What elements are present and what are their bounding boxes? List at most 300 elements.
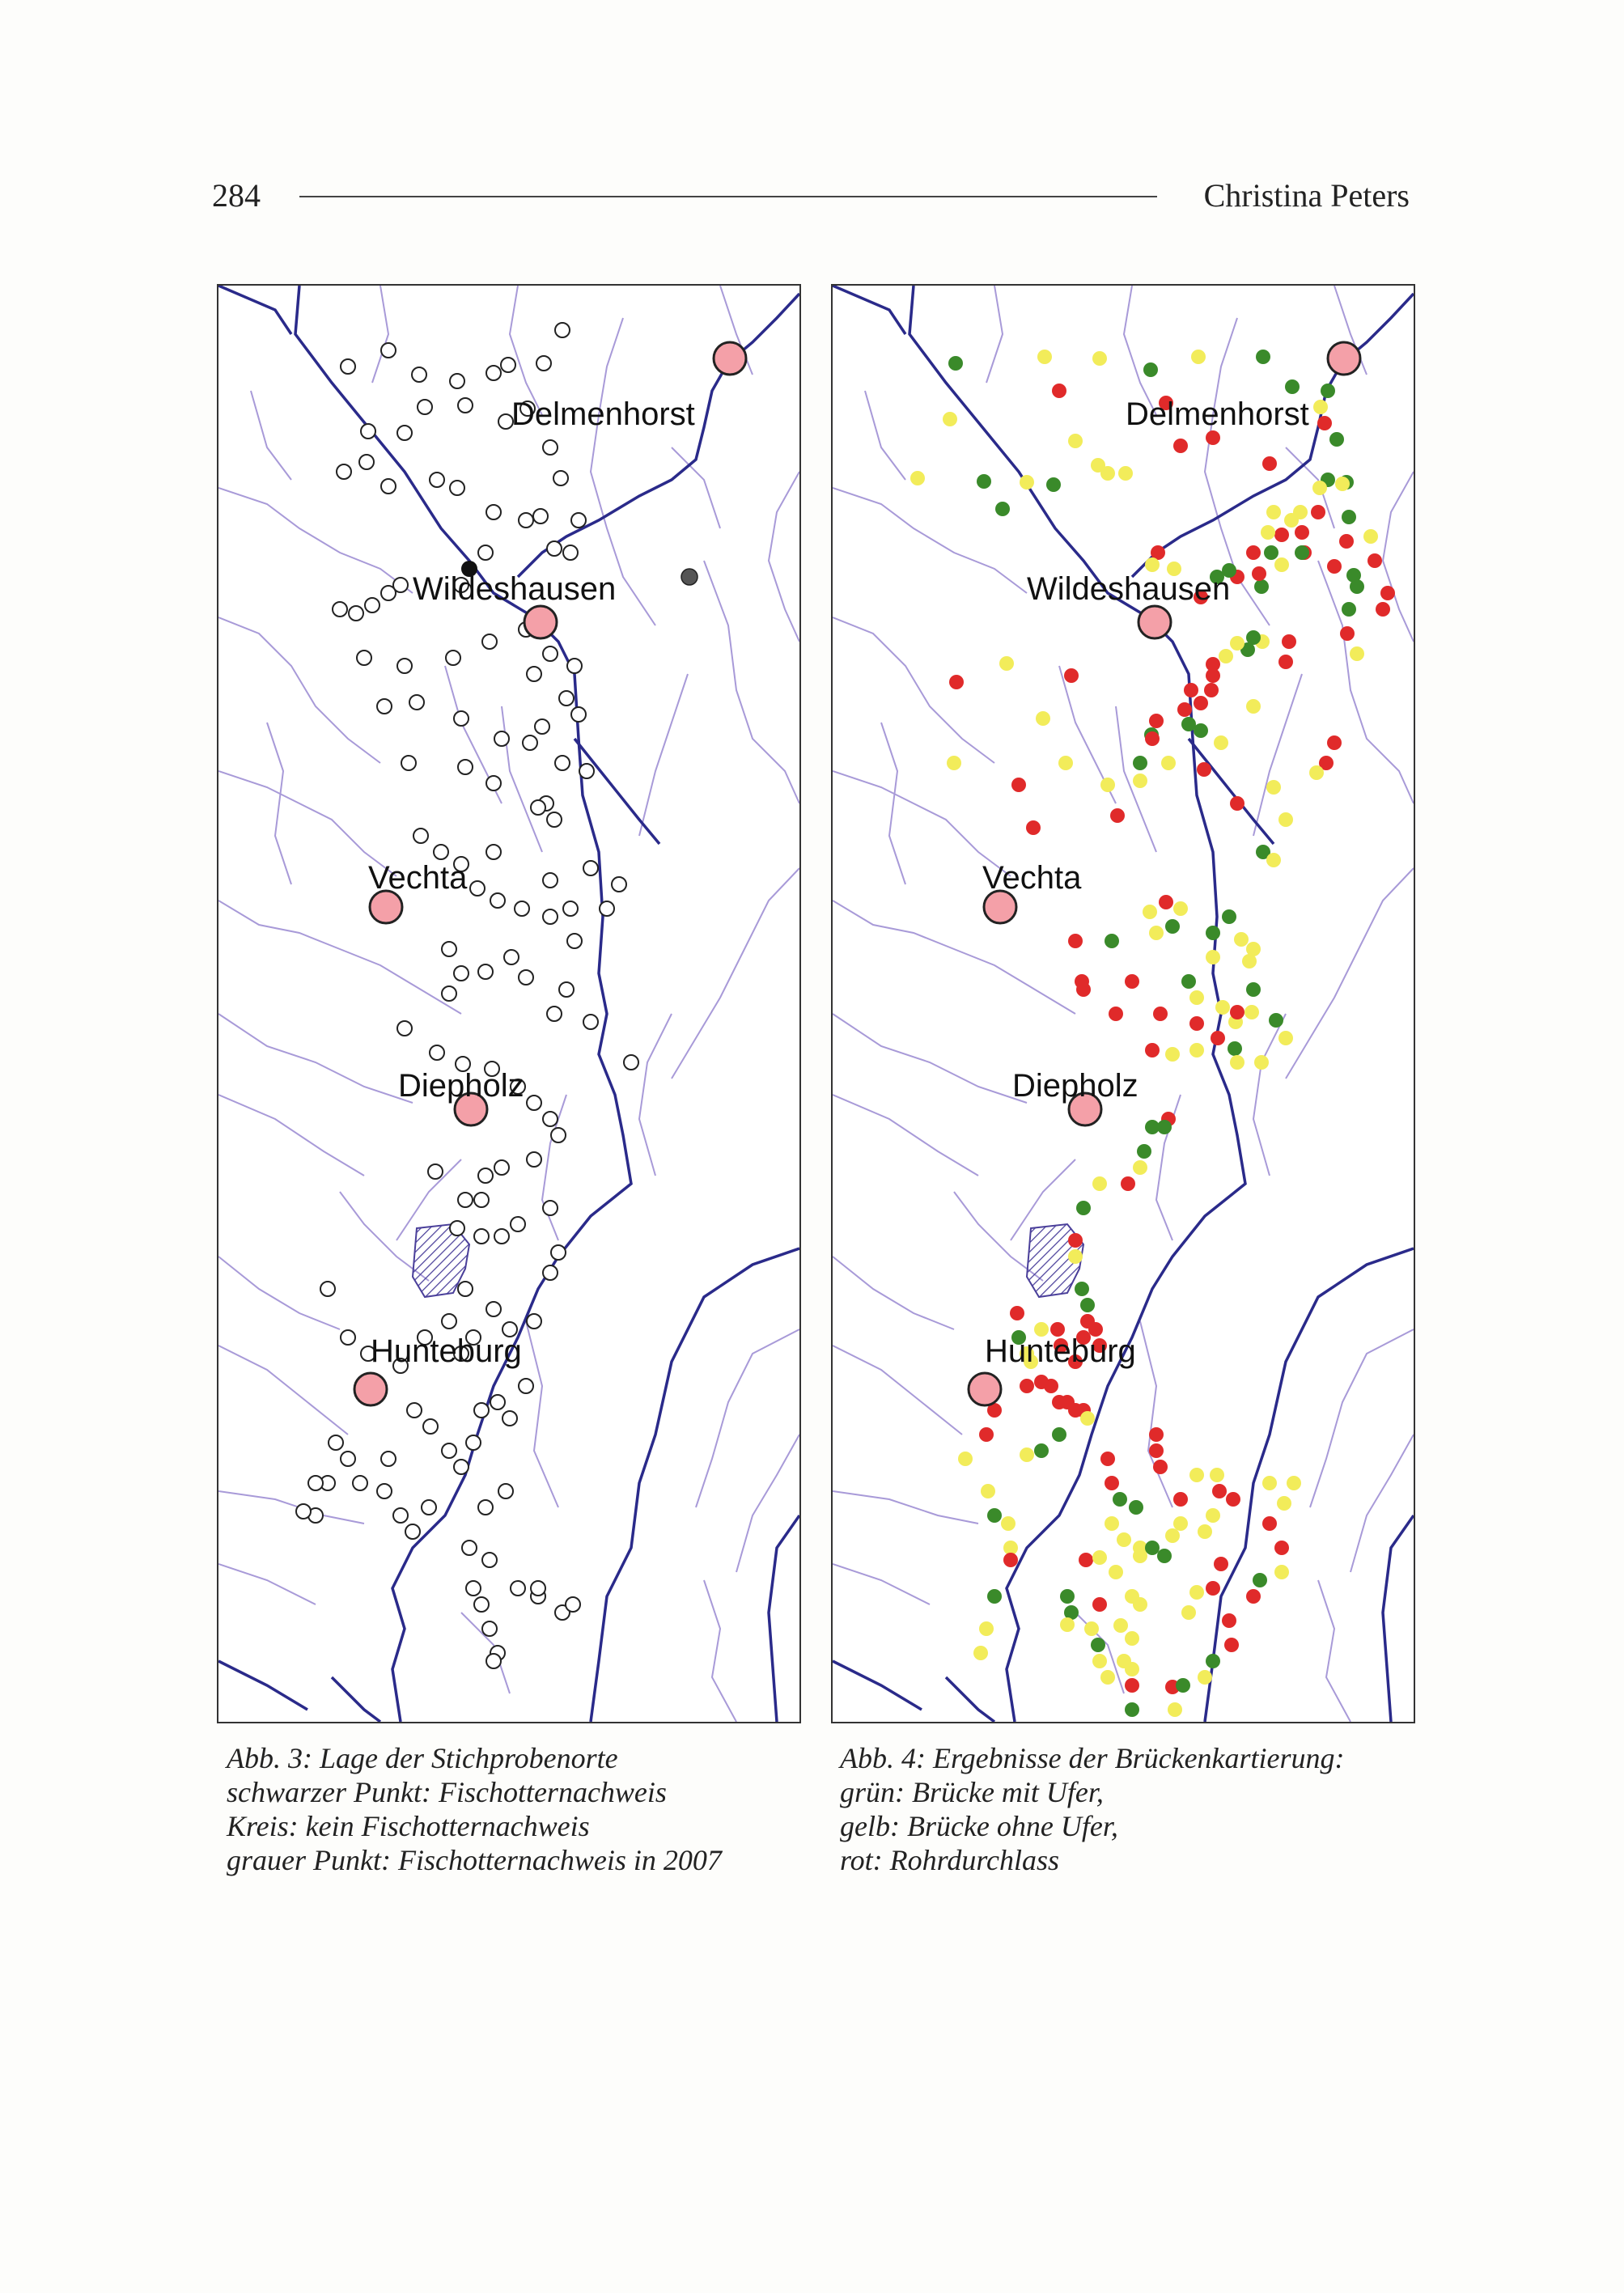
minor-river: [218, 1346, 348, 1435]
bridge-with-bank: [1329, 432, 1344, 447]
pipe-culvert: [1177, 702, 1192, 717]
city-label: Delmenhorst: [511, 396, 695, 432]
pipe-culvert: [1204, 683, 1219, 697]
sample-site-no-otter: [458, 398, 473, 413]
bridge-with-bank: [987, 1508, 1002, 1523]
sample-site-no-otter: [531, 1581, 545, 1596]
pipe-culvert: [1197, 762, 1211, 777]
bridge-with-bank: [1129, 1500, 1143, 1515]
sample-sites-map-svg: [218, 286, 799, 1722]
caption-line: Abb. 3: Lage der Stichprobenorte: [227, 1742, 618, 1774]
pipe-culvert: [1339, 534, 1354, 549]
pipe-culvert: [979, 1427, 994, 1442]
main-river: [833, 1661, 922, 1710]
bridge-without-bank: [1189, 1468, 1204, 1482]
bridge-without-bank: [1036, 711, 1050, 726]
main-river: [218, 1661, 307, 1710]
bridge-without-bank: [1125, 1662, 1139, 1676]
sample-site-no-otter: [434, 845, 448, 859]
sample-site-no-otter: [442, 986, 456, 1001]
bridge-without-bank: [1313, 400, 1328, 414]
sample-site-no-otter: [547, 812, 562, 827]
bridge-without-bank: [1145, 557, 1160, 572]
bridge-without-bank: [973, 1646, 988, 1660]
sample-points: [296, 323, 698, 1668]
bridge-without-bank: [1058, 756, 1073, 770]
sample-site-no-otter: [470, 881, 485, 896]
page-header: [212, 176, 1410, 217]
minor-river: [510, 286, 542, 415]
sample-site-no-otter: [365, 598, 379, 612]
pipe-culvert: [1149, 1427, 1164, 1442]
pipe-culvert: [1011, 778, 1026, 792]
pipe-culvert: [1295, 525, 1309, 540]
bridge-with-bank: [1034, 1443, 1049, 1458]
sample-site-no-otter: [320, 1282, 335, 1296]
pipe-culvert: [1206, 1581, 1220, 1596]
minor-river: [833, 1491, 978, 1524]
sample-site-no-otter: [571, 513, 586, 528]
pipe-culvert: [1206, 430, 1220, 445]
bridge-without-bank: [1100, 466, 1115, 481]
sample-site-no-otter: [501, 358, 515, 372]
pipe-culvert: [1189, 1016, 1204, 1031]
minor-river: [1318, 561, 1414, 803]
bridge-without-bank: [1189, 1043, 1204, 1057]
main-river: [591, 1248, 799, 1722]
pipe-culvert: [1159, 895, 1173, 909]
pipe-culvert: [1311, 505, 1325, 519]
bridge-without-bank: [1219, 649, 1233, 663]
bridge-with-bank: [1052, 1427, 1066, 1442]
bridge-without-bank: [1168, 1702, 1182, 1717]
bridge-without-bank: [1210, 1468, 1224, 1482]
bridge-without-bank: [1165, 1528, 1180, 1543]
city-label: Diepholz: [1012, 1068, 1138, 1104]
bridge-without-bank: [1149, 926, 1164, 940]
sample-site-no-otter: [515, 901, 529, 916]
pipe-culvert: [1282, 634, 1296, 649]
sample-site-no-otter: [357, 651, 371, 665]
bridge-without-bank: [1133, 1597, 1147, 1612]
sample-site-no-otter: [442, 942, 456, 956]
bridge-without-bank: [1254, 1055, 1269, 1070]
pipe-culvert: [1145, 1043, 1160, 1057]
bridge-without-bank: [1266, 505, 1281, 519]
sample-site-no-otter: [482, 1621, 497, 1636]
sample-site-no-otter: [535, 719, 549, 734]
bridge-with-bank: [1133, 756, 1147, 770]
bridge-without-bank: [1277, 1496, 1291, 1511]
bridge-with-bank: [1080, 1298, 1095, 1312]
bridge-without-bank: [1037, 350, 1052, 364]
pipe-culvert: [1278, 655, 1293, 669]
sample-site-no-otter: [519, 970, 533, 985]
sample-site-no-otter: [474, 1597, 489, 1612]
figure-3-caption: [227, 1741, 793, 1877]
sample-site-no-otter: [543, 909, 558, 924]
pipe-culvert: [1173, 439, 1188, 453]
sample-site-no-otter: [543, 440, 558, 455]
bridge-without-bank: [1109, 1565, 1123, 1579]
sample-site-no-otter: [413, 829, 428, 843]
bridge-without-bank: [1198, 1524, 1212, 1539]
bridge-without-bank: [1335, 477, 1350, 491]
bridge-without-bank: [1189, 990, 1204, 1005]
sample-site-no-otter: [527, 667, 541, 681]
minor-river: [833, 1346, 962, 1435]
sample-site-no-otter: [519, 1379, 533, 1393]
sample-site-no-otter: [329, 1435, 343, 1450]
bridge-with-bank: [948, 356, 963, 371]
city-marker: [524, 606, 557, 638]
sample-site-no-otter: [454, 966, 469, 981]
city-label: Wildeshausen: [1027, 571, 1231, 607]
city-marker: [984, 891, 1016, 923]
sample-site-no-otter: [498, 1484, 513, 1498]
bridge-without-bank: [1261, 525, 1275, 540]
sample-site-no-otter: [381, 343, 396, 358]
sample-site-no-otter: [442, 1443, 456, 1458]
pipe-culvert: [1317, 416, 1332, 430]
minor-river: [218, 1564, 316, 1604]
sample-site-no-otter: [543, 646, 558, 661]
sample-site-no-otter: [482, 1553, 497, 1567]
minor-river: [833, 617, 994, 763]
minor-river: [639, 674, 688, 836]
pipe-culvert: [1153, 1007, 1168, 1021]
minor-river: [251, 391, 291, 480]
pipe-culvert: [1173, 1492, 1188, 1507]
sample-site-no-otter: [381, 479, 396, 494]
sample-site-no-otter: [567, 934, 582, 948]
bridge-with-bank: [1181, 974, 1196, 989]
sample-site-no-otter: [490, 1395, 505, 1409]
sample-site-no-otter: [527, 1152, 541, 1167]
main-river: [332, 1677, 380, 1722]
bridge-without-bank: [947, 756, 961, 770]
sample-site-no-otter: [494, 1160, 509, 1175]
caption-line: Abb. 4: Ergebnisse der Brückenkartierung:: [840, 1742, 1345, 1774]
bridge-without-bank: [943, 412, 957, 426]
pipe-culvert: [1153, 1460, 1168, 1474]
main-river: [1189, 739, 1274, 844]
city-label: Vechta: [368, 860, 468, 896]
sample-site-no-otter: [341, 1330, 355, 1345]
pipe-culvert: [1052, 384, 1066, 398]
sample-site-no-otter: [454, 711, 469, 726]
pipe-culvert: [1121, 1176, 1135, 1191]
sample-site-no-otter: [612, 877, 626, 892]
pipe-culvert: [1092, 1597, 1107, 1612]
main-river: [833, 286, 905, 334]
bridge-without-bank: [958, 1452, 973, 1466]
minor-river: [1286, 868, 1414, 1079]
sample-site-no-otter: [474, 1229, 489, 1244]
bridge-without-bank: [1309, 765, 1324, 780]
bridge-with-bank: [987, 1589, 1002, 1604]
sample-site-no-otter: [397, 659, 412, 673]
sample-site-no-otter: [478, 1168, 493, 1183]
city-marker: [1138, 606, 1171, 638]
bridge-without-bank: [1068, 1249, 1083, 1264]
bridge-with-bank: [1264, 545, 1278, 560]
bridge-with-bank: [1342, 510, 1356, 524]
bridge-without-bank: [1084, 1621, 1099, 1636]
sample-site-no-otter: [353, 1476, 367, 1490]
bridge-without-bank: [1350, 646, 1364, 661]
sample-site-no-otter: [428, 1164, 443, 1179]
bridge-without-bank: [1274, 557, 1289, 572]
sample-site-no-otter: [462, 1541, 477, 1555]
sample-site-no-otter: [571, 707, 586, 722]
bridge-without-bank: [1092, 1550, 1107, 1565]
bridge-without-bank: [1284, 513, 1299, 528]
sample-site-no-otter: [486, 845, 501, 859]
bridge-without-bank: [1161, 756, 1176, 770]
sample-site-no-otter: [296, 1504, 311, 1519]
minor-river: [704, 561, 799, 803]
bridge-without-bank: [1206, 1508, 1220, 1523]
bridge-without-bank: [1214, 735, 1228, 750]
pipe-culvert: [1068, 934, 1083, 948]
main-river: [575, 739, 659, 844]
bridge-without-bank: [1113, 1618, 1128, 1633]
bridge-without-bank: [1133, 774, 1147, 788]
pipe-culvert: [1224, 1638, 1239, 1652]
bridge-with-bank: [1295, 545, 1309, 560]
pipe-culvert: [1125, 1678, 1139, 1693]
bridge-without-bank: [979, 1621, 994, 1636]
minor-river: [1351, 1435, 1414, 1572]
bridge-without-bank: [1234, 932, 1249, 947]
sample-site-no-otter: [553, 471, 568, 485]
bridge-without-bank: [1173, 901, 1188, 916]
sample-site-no-otter: [543, 1265, 558, 1280]
sample-site-no-otter: [600, 901, 614, 916]
bridge-with-bank: [1046, 477, 1061, 492]
pipe-culvert: [1327, 735, 1342, 750]
bridge-without-bank: [1092, 1176, 1107, 1191]
sample-site-no-otter: [563, 901, 578, 916]
sample-site-no-otter: [583, 861, 598, 875]
minor-river: [704, 1580, 736, 1722]
sample-site-no-otter: [478, 1500, 493, 1515]
sample-site-no-otter: [458, 1193, 473, 1207]
pipe-culvert: [1020, 1379, 1034, 1393]
bridge-without-bank: [1118, 466, 1133, 481]
pipe-culvert: [1262, 456, 1277, 471]
bridge-without-bank: [1198, 1670, 1212, 1685]
bridge-with-bank: [1342, 602, 1356, 617]
header-rule: [299, 196, 1157, 197]
minor-river: [986, 286, 1003, 383]
sample-site-no-otter: [381, 1452, 396, 1466]
sample-site-no-otter: [412, 367, 426, 382]
pipe-culvert: [1206, 668, 1220, 683]
minor-river: [1383, 472, 1414, 642]
minor-river: [218, 617, 380, 763]
bridge-survey-map-svg: [833, 286, 1414, 1722]
bridge-with-bank: [1145, 1541, 1160, 1555]
bridge-without-bank: [1068, 434, 1083, 448]
bridge-without-bank: [1230, 636, 1245, 651]
sample-site-no-otter: [474, 1403, 489, 1418]
bridge-without-bank: [1092, 351, 1107, 366]
sample-site-no-otter: [377, 1484, 392, 1498]
sample-site-no-otter: [536, 356, 551, 371]
pipe-culvert: [1184, 683, 1198, 697]
bridge-without-bank: [1266, 780, 1281, 795]
sample-site-no-otter: [377, 699, 392, 714]
pipe-culvert: [1068, 1233, 1083, 1248]
sample-site-no-otter: [547, 541, 562, 556]
caption-line: grün: Brücke mit Ufer,: [840, 1776, 1104, 1808]
city-marker: [1328, 342, 1360, 375]
bridge-without-bank: [1143, 905, 1157, 919]
minor-river: [833, 1257, 954, 1329]
sample-site-no-otter: [486, 1654, 501, 1668]
main-river: [218, 286, 291, 334]
sample-site-otter-2007: [681, 569, 698, 585]
bridge-without-bank: [999, 656, 1014, 671]
sample-site-no-otter: [502, 1411, 517, 1426]
pipe-culvert: [1230, 1005, 1245, 1019]
pipe-culvert: [1367, 553, 1382, 568]
pipe-culvert: [949, 675, 964, 689]
pipe-culvert: [1076, 982, 1091, 997]
bridge-with-bank: [1228, 1041, 1242, 1056]
sample-site-no-otter: [341, 359, 355, 374]
sample-site-no-otter: [418, 400, 432, 414]
city-marker: [714, 342, 746, 375]
sample-sites-map: [217, 284, 801, 1723]
minor-river: [1140, 1321, 1172, 1507]
bridge-with-bank: [1206, 1654, 1220, 1668]
sample-site-no-otter: [430, 473, 444, 487]
city-label: Hunteburg: [371, 1333, 522, 1369]
sample-site-no-otter: [450, 374, 464, 388]
bridge-without-bank: [910, 471, 925, 485]
minor-river: [736, 1435, 799, 1572]
bridge-with-bank: [1076, 1201, 1091, 1215]
sample-site-no-otter: [511, 1581, 525, 1596]
city-label: Diepholz: [398, 1068, 524, 1104]
bridge-with-bank: [977, 474, 991, 489]
minor-river: [672, 868, 799, 1079]
sample-site-no-otter: [337, 464, 351, 479]
bridge-with-bank: [1091, 1638, 1105, 1652]
bridge-without-bank: [1181, 1605, 1196, 1620]
bridge-without-bank: [981, 1484, 995, 1498]
pipe-culvert: [1274, 1541, 1289, 1555]
pipe-culvert: [1149, 714, 1164, 728]
minor-river: [218, 1014, 413, 1103]
sample-site-no-otter: [543, 1201, 558, 1215]
sample-site-no-otter: [341, 1452, 355, 1466]
sample-site-no-otter: [454, 1460, 469, 1474]
pipe-culvert: [1064, 668, 1079, 683]
sample-site-no-otter: [430, 1045, 444, 1060]
pipe-culvert: [1100, 1452, 1115, 1466]
sample-site-no-otter: [401, 756, 416, 770]
pipe-culvert: [1230, 796, 1245, 811]
bridge-without-bank: [1246, 699, 1261, 714]
main-river: [946, 1677, 994, 1722]
sample-site-no-otter: [405, 1524, 420, 1539]
bridge-without-bank: [1117, 1532, 1131, 1547]
sample-site-no-otter: [333, 602, 347, 617]
city-marker: [969, 1373, 1001, 1405]
bridge-without-bank: [1173, 1516, 1188, 1531]
sample-site-no-otter: [422, 1500, 436, 1515]
caption-line: gelb: Brücke ohne Ufer,: [840, 1810, 1118, 1842]
bridge-without-bank: [1312, 481, 1327, 495]
pipe-culvert: [1105, 1476, 1119, 1490]
bridge-with-bank: [1321, 384, 1335, 398]
sample-site-no-otter: [533, 509, 548, 523]
pipe-culvert: [1079, 1553, 1093, 1567]
minor-river: [372, 286, 388, 383]
sample-site-no-otter: [566, 1597, 580, 1612]
minor-river: [833, 901, 1075, 1014]
bridge-without-bank: [1242, 954, 1257, 968]
minor-river: [696, 1329, 799, 1507]
main-river: [295, 286, 631, 1722]
pipe-culvert: [1010, 1306, 1024, 1320]
pipe-culvert: [1214, 1557, 1228, 1571]
sample-site-no-otter: [397, 426, 412, 440]
pipe-culvert: [1340, 626, 1355, 641]
sample-site-no-otter: [397, 1021, 412, 1036]
caption-line: schwarzer Punkt: Fischotternachweis: [227, 1776, 667, 1808]
bridge-with-bank: [1157, 1549, 1172, 1563]
main-river: [1383, 1515, 1414, 1722]
minor-river: [218, 1095, 364, 1176]
minor-river: [1124, 286, 1156, 415]
pipe-culvert: [1262, 1516, 1277, 1531]
sample-site-no-otter: [446, 651, 460, 665]
sample-site-no-otter: [559, 691, 574, 706]
sample-site-no-otter: [407, 1403, 422, 1418]
sample-site-no-otter: [555, 756, 570, 770]
pipe-culvert: [1109, 1007, 1123, 1021]
pipe-culvert: [1145, 731, 1160, 746]
pipe-culvert: [1252, 566, 1266, 581]
sample-site-no-otter: [458, 760, 473, 774]
bridge-without-bank: [1100, 1670, 1115, 1685]
sample-site-no-otter: [555, 323, 570, 337]
caption-line: Kreis: kein Fischotternachweis: [227, 1810, 590, 1842]
sample-site-no-otter: [450, 481, 464, 495]
minor-river: [1310, 1329, 1414, 1507]
bridge-without-bank: [1266, 853, 1281, 867]
sample-site-no-otter: [349, 606, 363, 621]
sample-site-no-otter: [482, 634, 497, 649]
pipe-culvert: [1212, 1484, 1227, 1498]
minor-river: [267, 723, 291, 884]
sample-site-no-otter: [486, 776, 501, 790]
bridge-with-bank: [1246, 982, 1261, 997]
bridge-without-bank: [1189, 1585, 1204, 1600]
sample-site-no-otter: [523, 735, 537, 750]
minor-river: [865, 391, 905, 480]
pipe-culvert: [1222, 1613, 1236, 1628]
figure-4-caption: [840, 1741, 1406, 1877]
bridge-without-bank: [1363, 529, 1378, 544]
bridge-with-bank: [1222, 909, 1236, 924]
pipe-culvert: [1376, 602, 1390, 617]
